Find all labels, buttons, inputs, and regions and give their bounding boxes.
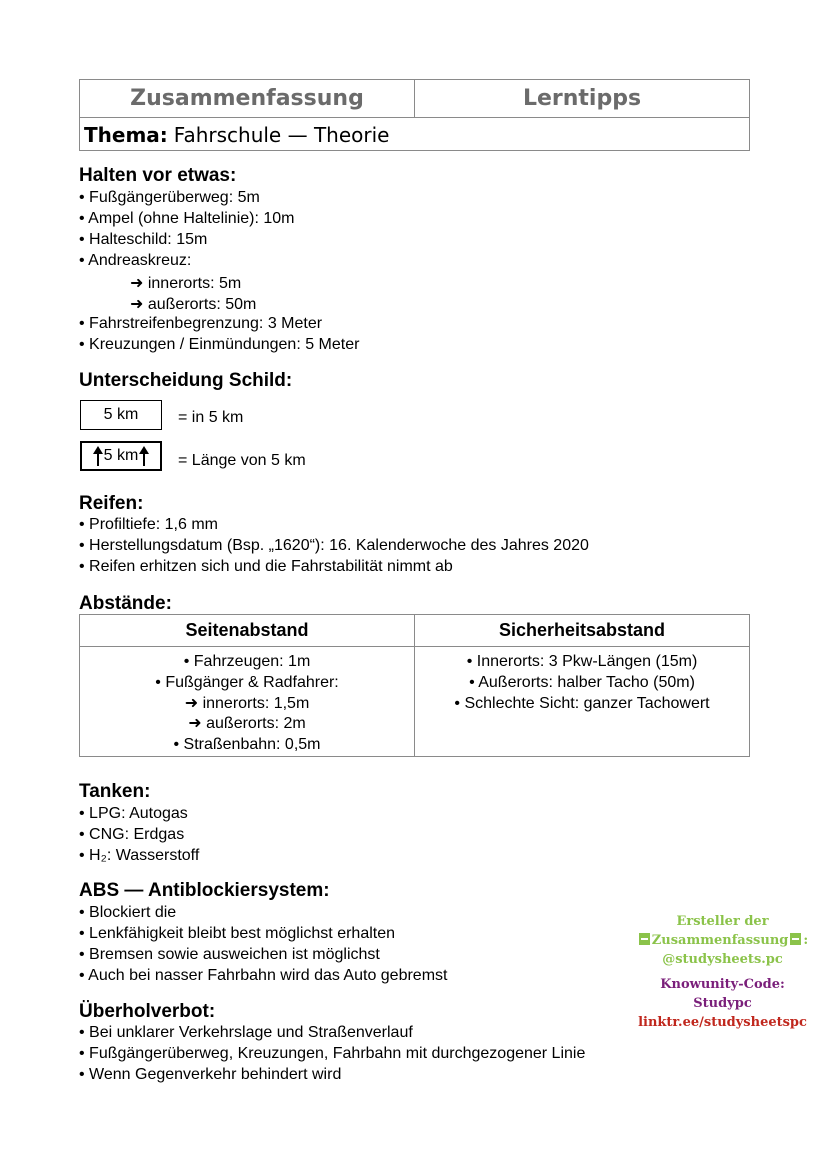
list-item: • Fahrstreifenbegrenzung: 3 Meter	[79, 315, 323, 332]
sign-length-5km	[80, 441, 162, 471]
header-row	[80, 80, 749, 118]
list-item: ➜ außerorts: 50m	[130, 296, 257, 313]
arrow-up-icon	[92, 445, 104, 467]
list-item: ➜ innerorts: 5m	[130, 275, 242, 292]
knowunity-code: Studypc	[693, 996, 752, 1011]
sign-description: = in 5 km	[178, 409, 244, 426]
list-item: • Fußgänger & Radfahrer:	[155, 673, 339, 691]
list-item: • Innerorts: 3 Pkw-Längen (15m)	[466, 653, 698, 670]
list-item: • Außerorts: halber Tacho (50m)	[469, 673, 695, 691]
list-item: • Fahrzeugen: 1m	[183, 653, 311, 670]
credit-title: Zusammenfassung	[651, 933, 789, 948]
list-item: • Kreuzungen / Einmündungen: 5 Meter	[79, 336, 360, 353]
credit-handle: @studysheets.pc	[662, 952, 783, 967]
table-cell-sicherheitsabstand	[415, 647, 749, 756]
list-item: • H₂: Wasserstoff	[79, 847, 200, 864]
credit-link[interactable]: linktr.ee/studysheetspc	[638, 1015, 807, 1030]
table-header-seitenabstand: Seitenabstand	[80, 615, 415, 646]
list-item: • CNG: Erdgas	[79, 826, 185, 843]
list-item: • Bei unklarer Verkehrslage und Straßenverlauf	[79, 1024, 413, 1041]
document-edit-icon	[790, 933, 801, 945]
section-title-halten: Halten vor etwas:	[79, 165, 237, 186]
credit-colon: :	[803, 933, 809, 948]
sign-description: = Länge von 5 km	[178, 452, 306, 469]
thema-label: Thema:	[84, 122, 168, 147]
section-title-abs: ABS — Antiblockiersystem:	[79, 880, 330, 901]
list-item: • Profiltiefe: 1,6 mm	[79, 516, 218, 533]
sign-in-5km	[80, 400, 162, 430]
sign-text: 5 km	[103, 406, 139, 423]
list-item: • Schlechte Sicht: ganzer Tachowert	[454, 694, 710, 712]
list-item: • Wenn Gegenverkehr behindert wird	[79, 1066, 342, 1083]
list-item: • Ampel (ohne Haltelinie): 10m	[79, 210, 295, 227]
thema-row	[80, 118, 389, 151]
list-item: • Blockiert die	[79, 904, 177, 921]
table-row	[80, 647, 749, 756]
section-title-reifen: Reifen:	[79, 493, 144, 514]
header-col-lerntipps: Lerntipps	[522, 86, 642, 111]
thema-value: Fahrschule — Theorie	[173, 122, 390, 147]
abstaende-table	[79, 614, 750, 757]
header-table	[79, 79, 750, 151]
section-title-abstaende: Abstände:	[79, 593, 172, 614]
list-item: • Andreaskreuz:	[79, 252, 192, 269]
list-item: • Straßenbahn: 0,5m	[173, 736, 321, 754]
list-item: ➜ außerorts: 2m	[188, 715, 306, 733]
list-item: • Bremsen sowie ausweichen ist möglichst	[79, 946, 380, 963]
credit-block	[620, 912, 825, 1032]
section-title-tanken: Tanken:	[79, 781, 151, 802]
list-item: ➜ innerorts: 1,5m	[184, 694, 310, 712]
list-item: • Reifen erhitzen sich und die Fahrstabilität nimmt ab	[79, 558, 453, 575]
arrow-up-icon	[138, 445, 150, 467]
credit-line: Ersteller der	[676, 914, 769, 929]
knowunity-code-label: Knowunity-Code:	[660, 977, 785, 992]
list-item: • Fußgängerüberweg: 5m	[79, 189, 260, 206]
list-item: • Auch bei nasser Fahrbahn wird das Auto gebremst	[79, 967, 448, 984]
section-title-schild: Unterscheidung Schild:	[79, 370, 293, 391]
list-item: • Herstellungsdatum (Bsp. „1620“): 16. Kalenderwoche des Jahres 2020	[79, 537, 589, 554]
credit-line	[620, 931, 825, 950]
list-item: • Fußgängerüberweg, Kreuzungen, Fahrbahn mit durchgezogener Linie	[79, 1045, 586, 1062]
list-item: • Halteschild: 15m	[79, 231, 208, 248]
document-edit-icon	[639, 933, 650, 945]
section-title-ueberholverbot: Überholverbot:	[79, 1001, 216, 1022]
list-item: • LPG: Autogas	[79, 805, 188, 822]
header-col-zusammenfassung: Zusammenfassung	[80, 80, 415, 117]
table-header-row	[80, 615, 749, 647]
sign-text: 5 km	[103, 447, 139, 464]
table-cell-seitenabstand	[80, 647, 415, 756]
table-header-sicherheitsabstand: Sicherheitsabstand	[498, 620, 666, 640]
list-item: • Lenkfähigkeit bleibt best möglichst erhalten	[79, 925, 396, 942]
